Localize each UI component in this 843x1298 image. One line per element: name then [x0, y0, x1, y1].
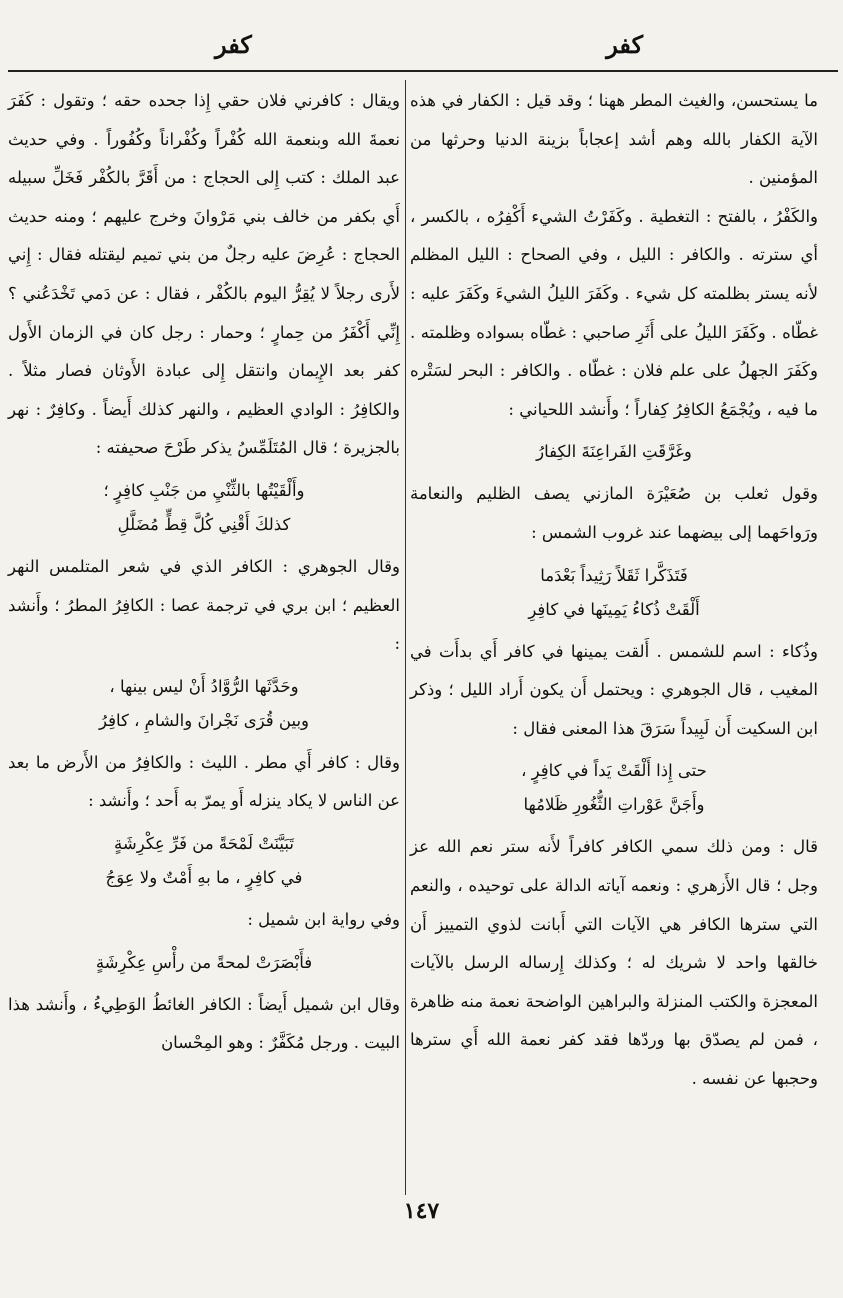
page-header [10, 28, 833, 68]
column-divider [405, 80, 406, 1195]
verse-line: وحَدَّثَها الرُّوَّادُ أَنْ ليس بينها ، [109, 676, 299, 696]
header-word-left: كفر [215, 30, 252, 59]
header-word-right: كفر [606, 30, 643, 59]
verse [410, 754, 818, 822]
paragraph: وقال ابن شميل أَيضاً : الكافر الغائطُ الوَطِيءُ ، وأَنشد هذا البيت . ورجل مُكَفَّرٌ : وهو المِحْسان [8, 994, 400, 1053]
paragraph: وقول ثعلب بن صُعَيْرَة المازني يصف الظليم والنعامة ورَواحَهما إلى بيضهما عند غروب الشمس : [410, 484, 818, 542]
verse-line: وبين قُرَى نَجْرانَ والشامِ ، كافِرُ [98, 710, 310, 730]
verse-line: فَتَذَكَّرا ثَقَلاً رَثِيداً بَعْدَما [540, 565, 688, 585]
paragraph: ويقال : كافرني فلان حقي إِذا جحده حقه ؛ وتقول : كَفَرَ نعمةَ الله وبنعمة الله كُفْراً وكُفْراناً وكُفُوراً . وفي حديث عبد الملك : كتب إِلى الحجاج : من أَقَرَّ بالكُفْر فَخَلِّ سبيله أَي بكفر من خالف بني مَرْوانَ وخرج عليهم ؛ ومنه حديث الحجاج : عُرِضَ عليه رجلٌ من بني تميم ليقتله فقال : إِني لأَرى رجلاً لا يُقِرُّ اليوم بالكُفْر ، فقال : عن دَمي تَخْدَعُني ؟ إِنِّي أَكْفَرُ من حِمارٍ ؛ وحمار : رجل كان في الزمان الأَول كفر بعد الإِيمان وانتقل إِلى عبادة الأَوثان فصار مثلاً . والكافِرُ : الوادي العظيم ، والنهر كذلك أَيضاً . وكافِرٌ : نهر بالجزيرة ؛ قال المُتَلَمِّسُ يذكر طَرْحَ صحيفته : [8, 91, 400, 458]
paragraph: وقال الجوهري : الكافر الذي في شعر المتلمس النهر العظيم ؛ ابن بري في ترجمة عصا : الكافِرُ المطرُ ؛ وأَنشد : [8, 556, 400, 654]
left-column [8, 82, 400, 1063]
page-number: ١٤٧ [403, 1198, 440, 1224]
verse-line: وأَجَنَّ عَوْراتِ الثُّغُورِ ظَلامُها [523, 795, 705, 815]
verse-line: في كافِرٍ ، ما بهِ أَمْتٌ ولا عِوَجُ [105, 867, 303, 887]
paragraph: والكَفْرُ ، بالفتح : التغطية . وكَفَرْتُ الشيء أَكْفِرُه ، بالكسر ، أي سترته . والكافر : الليل ، وفي الصحاح : الليل المظلم لأنه يستر بظلمته كل شيء . وكَفَرَ الليلُ الشيءَ وكَفَرَ عليه : غطّاه . وكَفَرَ الليلُ على أَثَرِ صاحبي : غطّاه بسواده وظلمته . وكَفَرَ الجهلُ على علم فلان : غطّاه . والكافر : البحر لسَتْره ما فيه ، ويُجْمَعُ الكافِرُ كِفاراً ؛ وأَنشد اللحياني : [410, 206, 818, 419]
paragraph: ما يستحسن، والغيث المطر ههنا ؛ وقد قيل : الكفار في هذه الآية الكفار بالله وهم أشد إعجاباً بزينة الدنيا وحرثها من المؤمنين . [410, 91, 818, 188]
paragraph: وذُكاء : اسم للشمس . أَلقت يمينها في كافر أَي بدأَت في المغيب ، قال الجوهري : ويحتمل أَن يكون أَراد الليل ؛ وذكر ابن السكيت أَن لَبِيداً سَرَقَ هذا المعنى فقال : [410, 641, 818, 738]
verse [410, 435, 818, 469]
paragraph: قال : ومن ذلك سمي الكافر كافراً لأَنه ستر نعم الله عز وجل ؛ قال الأَزهري : ونعمه آياته الدالة على توحيده ، والنعم التي سترها الكافر هي الآيات التي أَبانت لذوي التمييز أَن خالقها واحد لا شريك له ؛ وكذلك إِرساله الرسل بالآيات المعجزة والكتب المنزلة والبراهين الواضحة نعمة منه ظاهرة ، فمن لم يصدّق بها وردّها فقد كفر نعمة الله أَي سترها وحجبها عن نفسه . [410, 837, 818, 1088]
verse [410, 559, 818, 627]
verse-line: كذلكَ أَقْنِي كُلَّ قِطٍّ مُضَلَّلِ [117, 514, 291, 534]
verse-line: حتى إِذا أَلْقَتْ يَداً في كافِرٍ ، [521, 761, 707, 781]
verse [8, 827, 400, 895]
header-rule [8, 70, 838, 72]
verse-line: أَلْقَتْ ذُكاءُ يَمِينَها في كافِرِ [528, 599, 700, 619]
paragraph: وقال : كافر أَي مطر . الليث : والكافِرُ من الأَرض ما بعد عن الناس لا يكاد ينزله أَو يمرّ به أَحد ؛ وأَنشد : [8, 752, 400, 811]
right-column [410, 82, 818, 1098]
verse-line: فأَبْصَرَتْ لمحةً من رأْسِ عِكْرِشَةٍ [95, 952, 313, 972]
verse [8, 670, 400, 738]
verse [8, 474, 400, 542]
verse-line: وأَلْقَيْتُها بالثِّنْيِ من جَنْبِ كافِرٍ ؛ [103, 480, 305, 500]
verse [8, 946, 400, 980]
paragraph: وفي رواية ابن شميل : [247, 909, 400, 929]
verse-line: وغَرَّقَتِ الفَراعِنَةَ الكِفارُ [536, 442, 692, 462]
verse-line: تَبَيَّنَتْ لَمْحَةً من فَرِّ عِكْرِشَةٍ [114, 833, 294, 853]
